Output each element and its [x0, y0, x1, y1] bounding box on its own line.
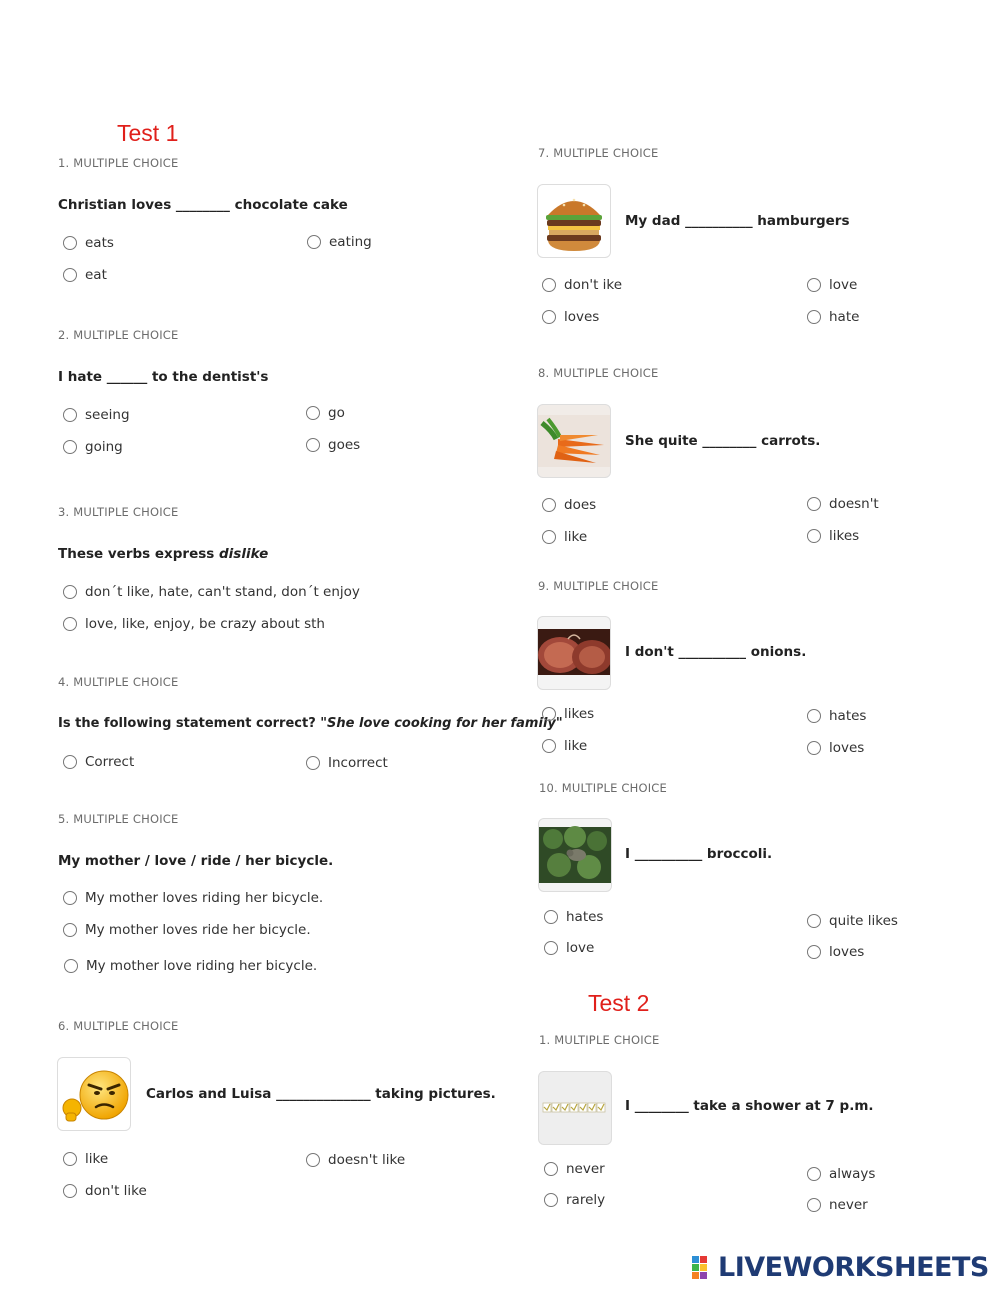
- option-label: hates: [829, 708, 867, 724]
- option[interactable]: [63, 267, 107, 283]
- option-label: don´t like, hate, can't stand, don´t enjoy: [85, 584, 360, 600]
- radio-button[interactable]: [306, 406, 320, 420]
- option-label: seeing: [85, 407, 130, 423]
- option-label: never: [566, 1161, 605, 1177]
- carrots-icon: [538, 405, 610, 477]
- radio-button[interactable]: [807, 278, 821, 292]
- option[interactable]: [542, 738, 587, 754]
- option-label: My mother loves riding her bicycle.: [85, 890, 324, 906]
- option[interactable]: [63, 922, 311, 938]
- checkmarks-icon: [539, 1072, 611, 1144]
- question-prompt: My dad __________ hamburgers: [625, 213, 850, 229]
- radio-button[interactable]: [63, 236, 77, 250]
- brand-logo: [692, 1252, 989, 1283]
- radio-button[interactable]: [807, 945, 821, 959]
- option[interactable]: [63, 754, 134, 770]
- option-label: eat: [85, 267, 107, 283]
- radio-button[interactable]: [544, 1162, 558, 1176]
- option-label: hates: [566, 909, 604, 925]
- option[interactable]: [63, 235, 114, 251]
- option[interactable]: [807, 740, 864, 756]
- question-label: 10. MULTIPLE CHOICE: [539, 781, 668, 795]
- hamburger-icon: [538, 185, 610, 257]
- option-label: My mother loves ride her bicycle.: [85, 922, 311, 938]
- option-label: does: [564, 497, 597, 513]
- option[interactable]: [63, 890, 323, 906]
- prompt-emphasis: "She love cooking for her family": [320, 716, 563, 731]
- option-label: goes: [328, 437, 361, 453]
- option[interactable]: [807, 496, 879, 512]
- option[interactable]: [63, 584, 360, 600]
- test2-title: Test 2: [588, 990, 650, 1016]
- option[interactable]: [63, 616, 325, 632]
- radio-button[interactable]: [63, 617, 77, 631]
- question-label: 3. MULTIPLE CHOICE: [58, 505, 179, 519]
- question-label: 9. MULTIPLE CHOICE: [538, 579, 659, 593]
- option[interactable]: [542, 529, 587, 545]
- radio-button[interactable]: [807, 914, 821, 928]
- question-prompt: I __________ broccoli.: [625, 846, 773, 862]
- option[interactable]: [306, 1152, 405, 1168]
- prompt-text: Is the following statement correct?: [58, 716, 316, 731]
- radio-button[interactable]: [63, 440, 77, 454]
- option[interactable]: [807, 1197, 868, 1213]
- option-label: love: [566, 940, 595, 956]
- radio-button[interactable]: [807, 1198, 821, 1212]
- option[interactable]: [542, 497, 596, 513]
- option[interactable]: [807, 1166, 875, 1182]
- radio-button[interactable]: [63, 1184, 77, 1198]
- option[interactable]: [807, 913, 898, 929]
- question-prompt: I hate ______ to the dentist's: [58, 369, 269, 385]
- option-label: quite likes: [829, 913, 898, 929]
- question-prompt: [58, 716, 563, 731]
- radio-button[interactable]: [63, 268, 77, 282]
- broccoli-icon: [539, 819, 611, 891]
- prompt-emphasis: dislike: [219, 546, 269, 562]
- radio-button[interactable]: [306, 756, 320, 770]
- question-prompt: I don't __________ onions.: [625, 644, 807, 660]
- radio-button[interactable]: [542, 498, 556, 512]
- option[interactable]: [544, 940, 594, 956]
- option[interactable]: [64, 958, 317, 974]
- radio-button[interactable]: [542, 707, 556, 721]
- option-label: Correct: [85, 754, 135, 770]
- option[interactable]: [306, 405, 345, 421]
- option[interactable]: [63, 439, 123, 455]
- question-label: 7. MULTIPLE CHOICE: [538, 146, 659, 160]
- radio-button[interactable]: [544, 1193, 558, 1207]
- question-prompt: My mother / love / ride / her bicycle.: [58, 853, 334, 869]
- question-prompt: She quite ________ carrots.: [625, 433, 821, 449]
- radio-button[interactable]: [544, 910, 558, 924]
- radio-button[interactable]: [63, 755, 77, 769]
- checkmarks-image: [538, 1071, 612, 1145]
- hamburger-image: [537, 184, 611, 258]
- question-label: 1. MULTIPLE CHOICE: [58, 156, 179, 170]
- option[interactable]: [63, 1183, 147, 1199]
- radio-button[interactable]: [544, 941, 558, 955]
- option-label: doesn't like: [328, 1152, 406, 1168]
- radio-button[interactable]: [542, 278, 556, 292]
- option[interactable]: [807, 528, 859, 544]
- question-prompt: I ________ take a shower at 7 p.m.: [625, 1098, 874, 1114]
- option[interactable]: [544, 1161, 605, 1177]
- option-label: hate: [829, 309, 860, 325]
- radio-button[interactable]: [542, 310, 556, 324]
- option-label: loves: [564, 309, 600, 325]
- option[interactable]: [542, 277, 622, 293]
- radio-button[interactable]: [807, 497, 821, 511]
- option[interactable]: [807, 944, 864, 960]
- option[interactable]: [307, 234, 372, 250]
- radio-button[interactable]: [542, 530, 556, 544]
- option-label: rarely: [566, 1192, 606, 1208]
- angry-face-image: [57, 1057, 131, 1131]
- broccoli-image: [538, 818, 612, 892]
- option-label: like: [564, 529, 588, 545]
- onions-icon: [538, 617, 610, 689]
- radio-button[interactable]: [807, 709, 821, 723]
- question-prompt: Christian loves ________ chocolate cake: [58, 197, 348, 213]
- option[interactable]: [306, 755, 388, 771]
- option-label: eating: [329, 234, 372, 250]
- option-label: never: [829, 1197, 868, 1213]
- option[interactable]: [63, 407, 130, 423]
- option-label: love: [829, 277, 858, 293]
- radio-button[interactable]: [63, 891, 77, 905]
- option[interactable]: [544, 1192, 605, 1208]
- radio-button[interactable]: [63, 585, 77, 599]
- question-label: 2. MULTIPLE CHOICE: [58, 328, 179, 342]
- option-label: doesn't: [829, 496, 879, 512]
- option-label: don't ike: [564, 277, 623, 293]
- option-label: loves: [829, 740, 865, 756]
- prompt-text: These verbs express: [58, 546, 215, 562]
- liveworksheets-logo-icon: [692, 1255, 718, 1281]
- carrots-image: [537, 404, 611, 478]
- radio-button[interactable]: [307, 235, 321, 249]
- option-label: go: [328, 405, 345, 421]
- option-label: loves: [829, 944, 865, 960]
- radio-button[interactable]: [542, 739, 556, 753]
- radio-button[interactable]: [306, 1153, 320, 1167]
- radio-button[interactable]: [63, 923, 77, 937]
- option-label: always: [829, 1166, 876, 1182]
- radio-button[interactable]: [306, 438, 320, 452]
- angry-face-icon: [58, 1058, 130, 1130]
- onions-image: [537, 616, 611, 690]
- option-label: likes: [564, 706, 595, 722]
- option-label: love, like, enjoy, be crazy about sth: [85, 616, 325, 632]
- option-label: likes: [829, 528, 860, 544]
- radio-button[interactable]: [807, 1167, 821, 1181]
- question-label: 5. MULTIPLE CHOICE: [58, 812, 179, 826]
- option[interactable]: [807, 708, 866, 724]
- option-label: eats: [85, 235, 114, 251]
- question-label: 8. MULTIPLE CHOICE: [538, 366, 659, 380]
- option[interactable]: [306, 437, 360, 453]
- radio-button[interactable]: [807, 529, 821, 543]
- option-label: going: [85, 439, 123, 455]
- radio-button[interactable]: [807, 741, 821, 755]
- question-label: 4. MULTIPLE CHOICE: [58, 675, 179, 689]
- question-label: 1. MULTIPLE CHOICE: [539, 1033, 660, 1047]
- option[interactable]: [542, 309, 599, 325]
- option-label: like: [564, 738, 588, 754]
- option-label: Incorrect: [328, 755, 388, 771]
- question-prompt: Carlos and Luisa ______________ taking pictures.: [146, 1086, 496, 1102]
- option-label: My mother love riding her bicycle.: [86, 958, 318, 974]
- question-prompt: [58, 546, 268, 562]
- option-label: don't like: [85, 1183, 147, 1199]
- option[interactable]: [544, 909, 603, 925]
- radio-button[interactable]: [64, 959, 78, 973]
- question-label: 6. MULTIPLE CHOICE: [58, 1019, 179, 1033]
- brand-logo-text: LIVEWORKSHEETS: [718, 1252, 989, 1283]
- option[interactable]: [807, 277, 857, 293]
- test1-title: Test 1: [117, 120, 179, 146]
- option[interactable]: [542, 706, 594, 722]
- radio-button[interactable]: [807, 310, 821, 324]
- option-label: like: [85, 1151, 109, 1167]
- radio-button[interactable]: [63, 1152, 77, 1166]
- radio-button[interactable]: [63, 408, 77, 422]
- option[interactable]: [63, 1151, 108, 1167]
- option[interactable]: [807, 309, 859, 325]
